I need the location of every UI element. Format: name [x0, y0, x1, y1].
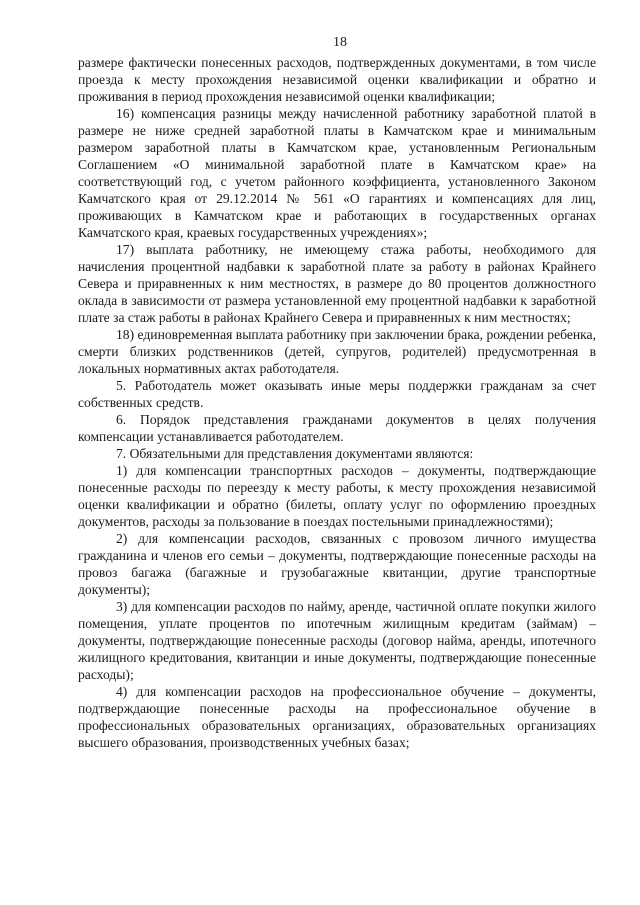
paragraph: размере фактически понесенных расходов, подтвержденных документами, в том числе проезда к месту прохождения независимой оценки квалификации и обратно и проживания в период прохождения независимой оценки квалификации;: [78, 55, 596, 104]
paragraph: 18) единовременная выплата работнику при заключении брака, рождении ребенка, смерти близких родственников (детей, супругов, родителей) предусмотренная в локальных нормативных актах работодателя.: [78, 327, 596, 376]
paragraph: 3) для компенсации расходов по найму, аренде, частичной оплате покупки жилого помещения, уплате процентов по ипотечным жилищным кредитам (займам) – документы, подтверждающие понесенные расходы (договор найма, аренды, ипотечного жилищного кредитования, квитанции и иные документы, подтверждающие понесенные расходы);: [78, 599, 596, 682]
paragraph: 16) компенсация разницы между начисленной работнику заработной платой в размере не ниже средней заработной платы в Камчатском крае и минимальным размером заработной платы в Камчатском крае, установленным Региональным Соглашением «О минимальной заработной плате в Камчатском крае» на соответствующий год, с учетом районного коэффициента, установленного Законом Камчатского края от 29.12.2014 № 561 «О гарантиях и компенсациях для лиц, проживающих в Камчатском крае и работающих в государственных органах Камчатского края, краевых государственных учреждениях»;: [78, 106, 596, 240]
document-body: [78, 54, 596, 751]
paragraph: 5. Работодатель может оказывать иные меры поддержки гражданам за счет собственных средств.: [78, 378, 596, 410]
paragraph: 7. Обязательными для представления документами являются:: [116, 446, 474, 461]
paragraph: 1) для компенсации транспортных расходов – документы, подтверждающие понесенные расходы по переезду к месту работы, к месту прохождения независимой оценки квалификации и обратно (билеты, оплату услуг по оформлению проездных документов, расходы за пользование в поездах постельными принадлежностями);: [78, 463, 596, 529]
page-number: 18: [333, 35, 347, 50]
paragraph: 17) выплата работнику, не имеющему стажа работы, необходимого для начисления процентной надбавки к заработной плате за работу в районах Крайнего Севера и приравненных к ним местностях, в размере до 80 процентов должностного оклада в зависимости от размера установленной ему процентной надбавки к заработной плате за стаж работы в районах Крайнего Севера и приравненных к ним местностях;: [78, 242, 596, 325]
paragraph: 2) для компенсации расходов, связанных с провозом личного имущества гражданина и членов его семьи – документы, подтверждающие понесенные расходы на провоз багажа (багажные и грузобагажные квитанции, другие транспортные документы);: [78, 531, 596, 597]
paragraph: 6. Порядок представления гражданами документов в целях получения компенсации устанавливается работодателем.: [78, 412, 596, 444]
paragraph: 4) для компенсации расходов на профессиональное обучение – документы, подтверждающие понесенные расходы на профессиональное обучение в профессиональных образовательных организациях, образовательных организациях высшего образования, производственных учебных базах;: [78, 684, 596, 750]
